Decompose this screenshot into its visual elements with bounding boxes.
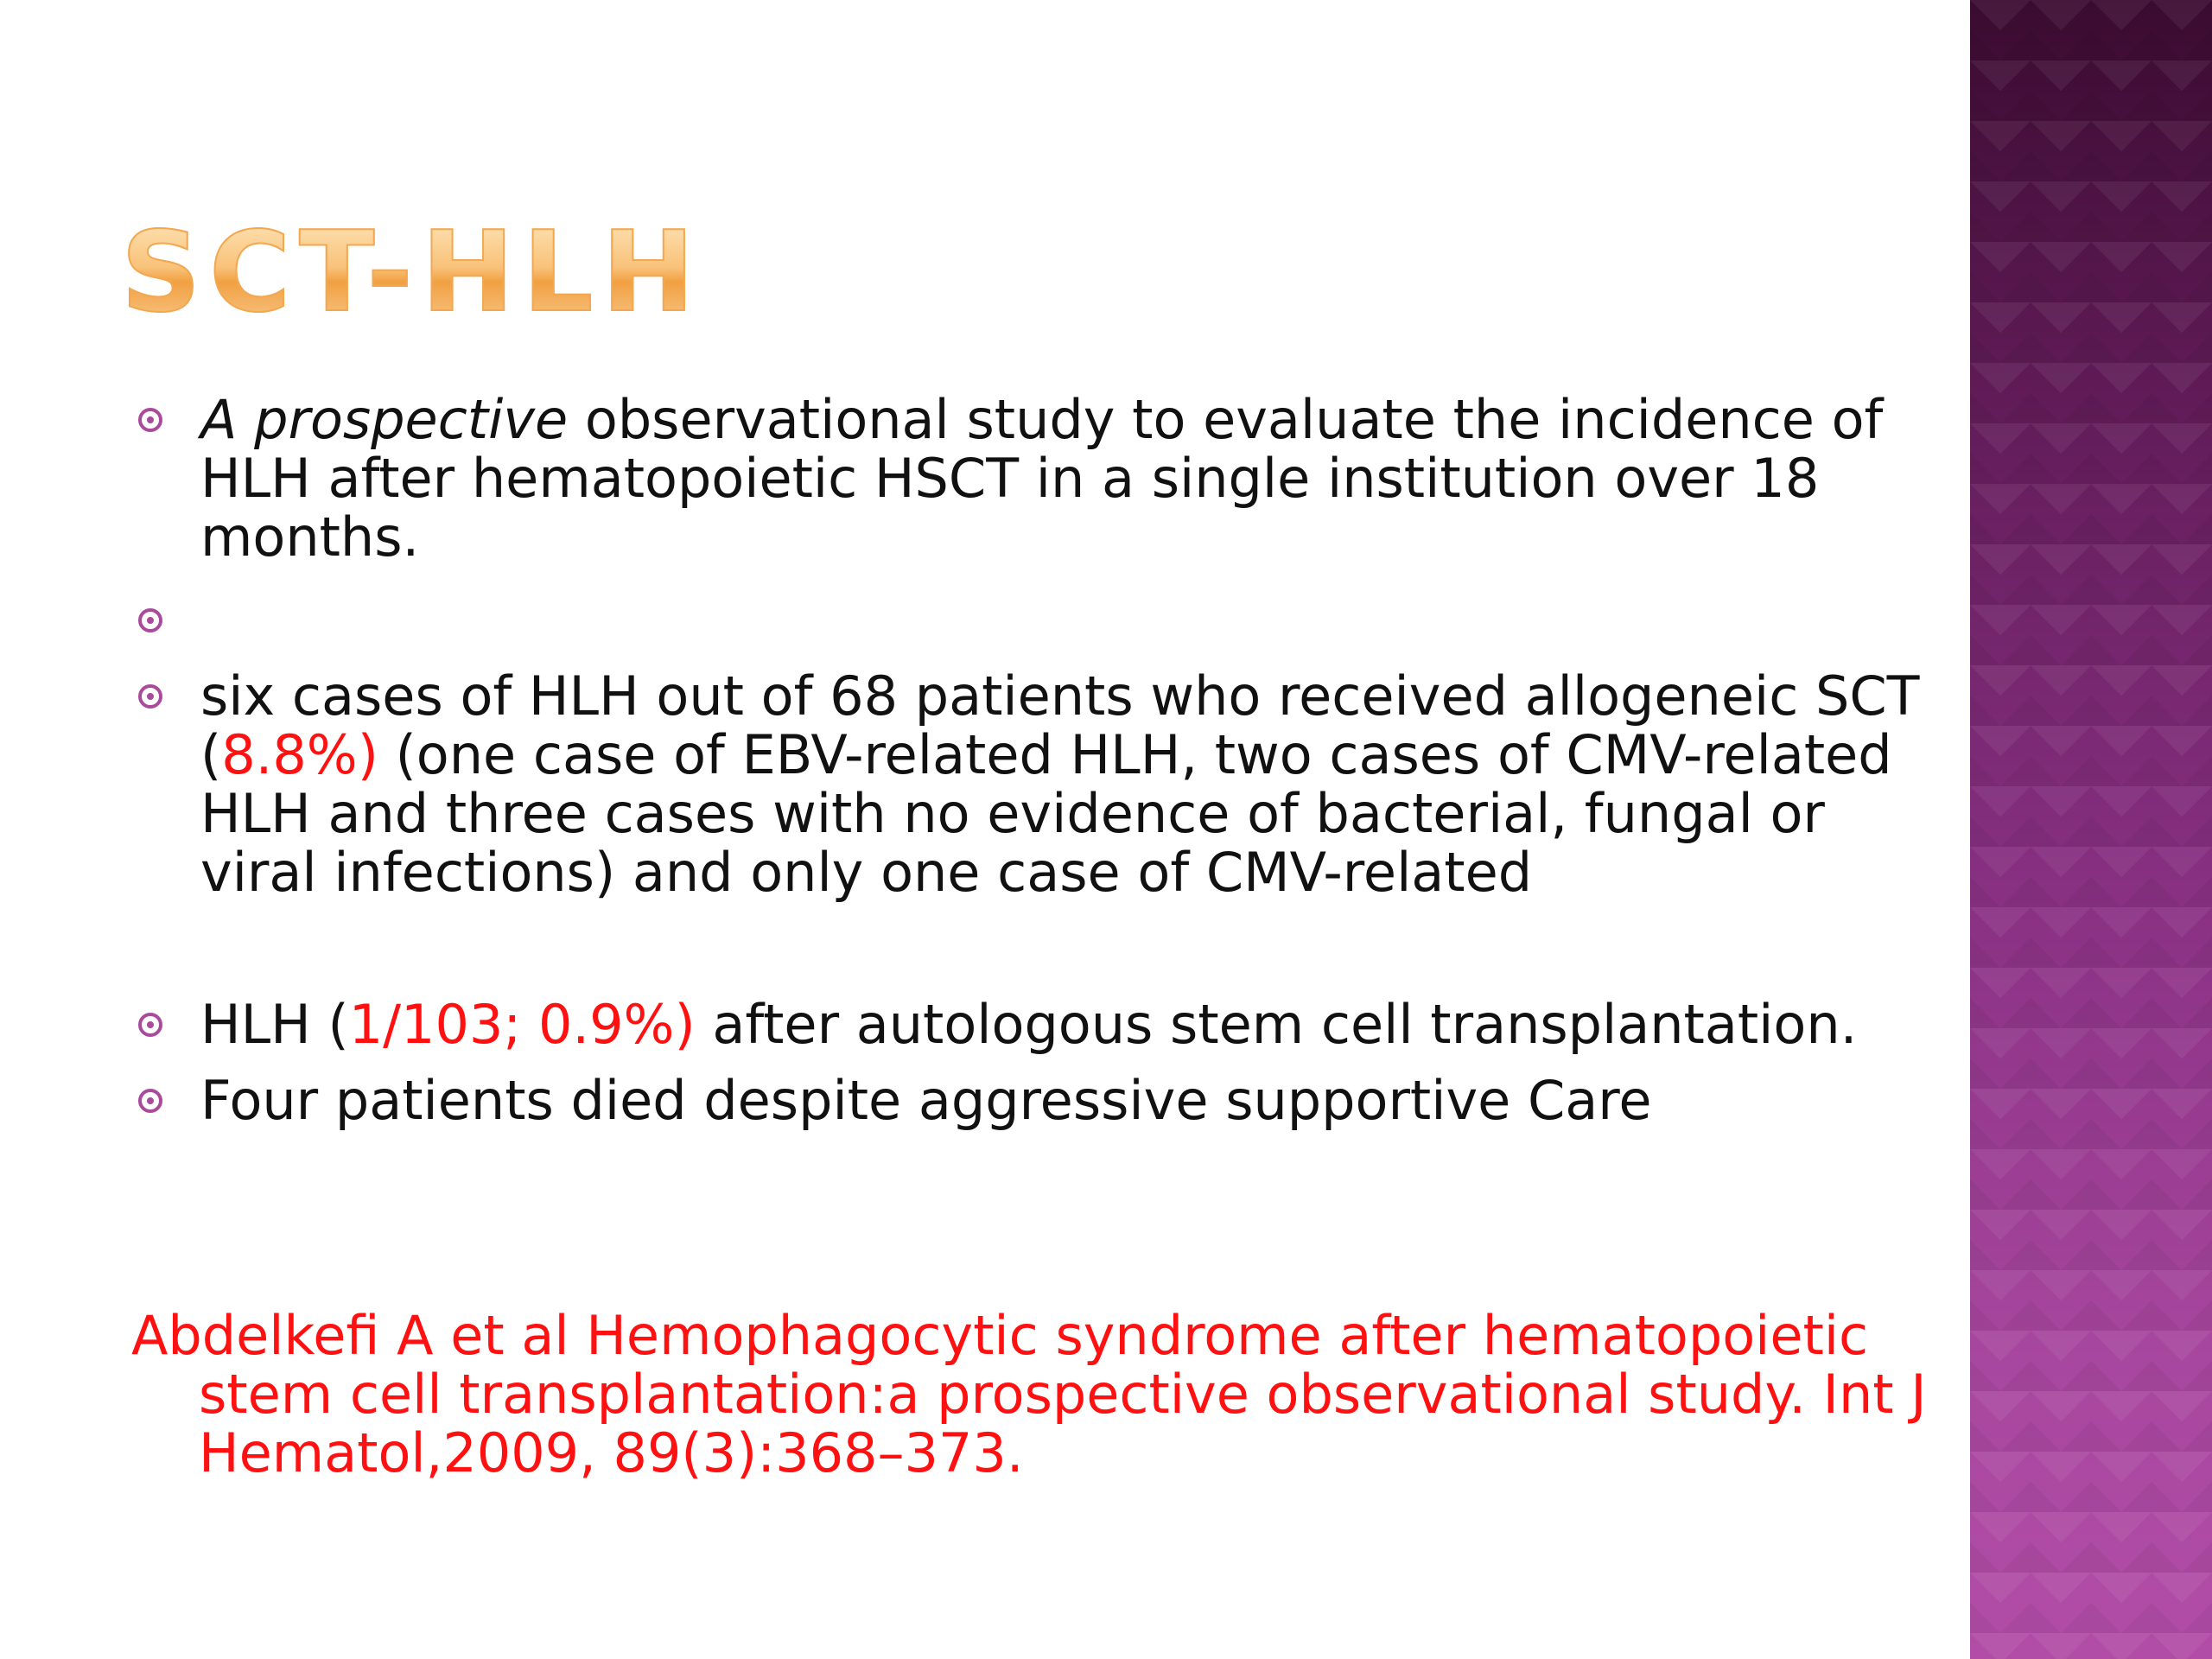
citation-reference: Abdelkefi A et al Hemophagocytic syndrome after hematopoietic stem cell transplantation:a prospective observational study. Int J Hematol,2009, 89(3):368–373. bbox=[131, 1304, 1927, 1484]
bullet-item-empty bbox=[138, 591, 1936, 650]
bullet-text: (one case of EBV-related HLH, two cases of CMV-related HLH and three cases with no evidence of bacterial, fungal or viral infections) and only one case of CMV-related bbox=[200, 723, 1892, 904]
bullet-icon bbox=[138, 608, 162, 632]
bullet-icon bbox=[138, 1089, 162, 1113]
bullet-icon bbox=[138, 684, 162, 709]
bullet-italic-lead: A prospective bbox=[200, 388, 569, 451]
bullet-item-autologous bbox=[138, 995, 1936, 1054]
bullet-item-study-design bbox=[138, 388, 1936, 569]
bullet-highlight: 1/103; 0.9%) bbox=[348, 993, 696, 1056]
bullet-icon bbox=[138, 1013, 162, 1037]
bullet-text: HLH ( bbox=[200, 993, 349, 1056]
bullet-text: six cases of HLH out of 68 patients who received allogeneic SCT ( bbox=[200, 664, 1920, 786]
bullet-item-outcome bbox=[138, 1071, 1936, 1130]
bullet-icon bbox=[138, 408, 162, 432]
bullet-highlight: 8.8%) bbox=[221, 723, 378, 786]
bullet-text: after autologous stem cell transplantation. bbox=[695, 993, 1858, 1056]
bullet-item-allogeneic-cases bbox=[138, 664, 1936, 904]
bullet-list bbox=[138, 388, 1936, 1132]
bullet-text: Four patients died despite aggressive supportive Care bbox=[200, 1069, 1652, 1132]
bullet-text: observational study to evaluate the incidence of HLH after hematopoietic HSCT in a single institution over 18 months. bbox=[200, 388, 1884, 569]
slide-title: SCT-HLH bbox=[121, 208, 703, 337]
